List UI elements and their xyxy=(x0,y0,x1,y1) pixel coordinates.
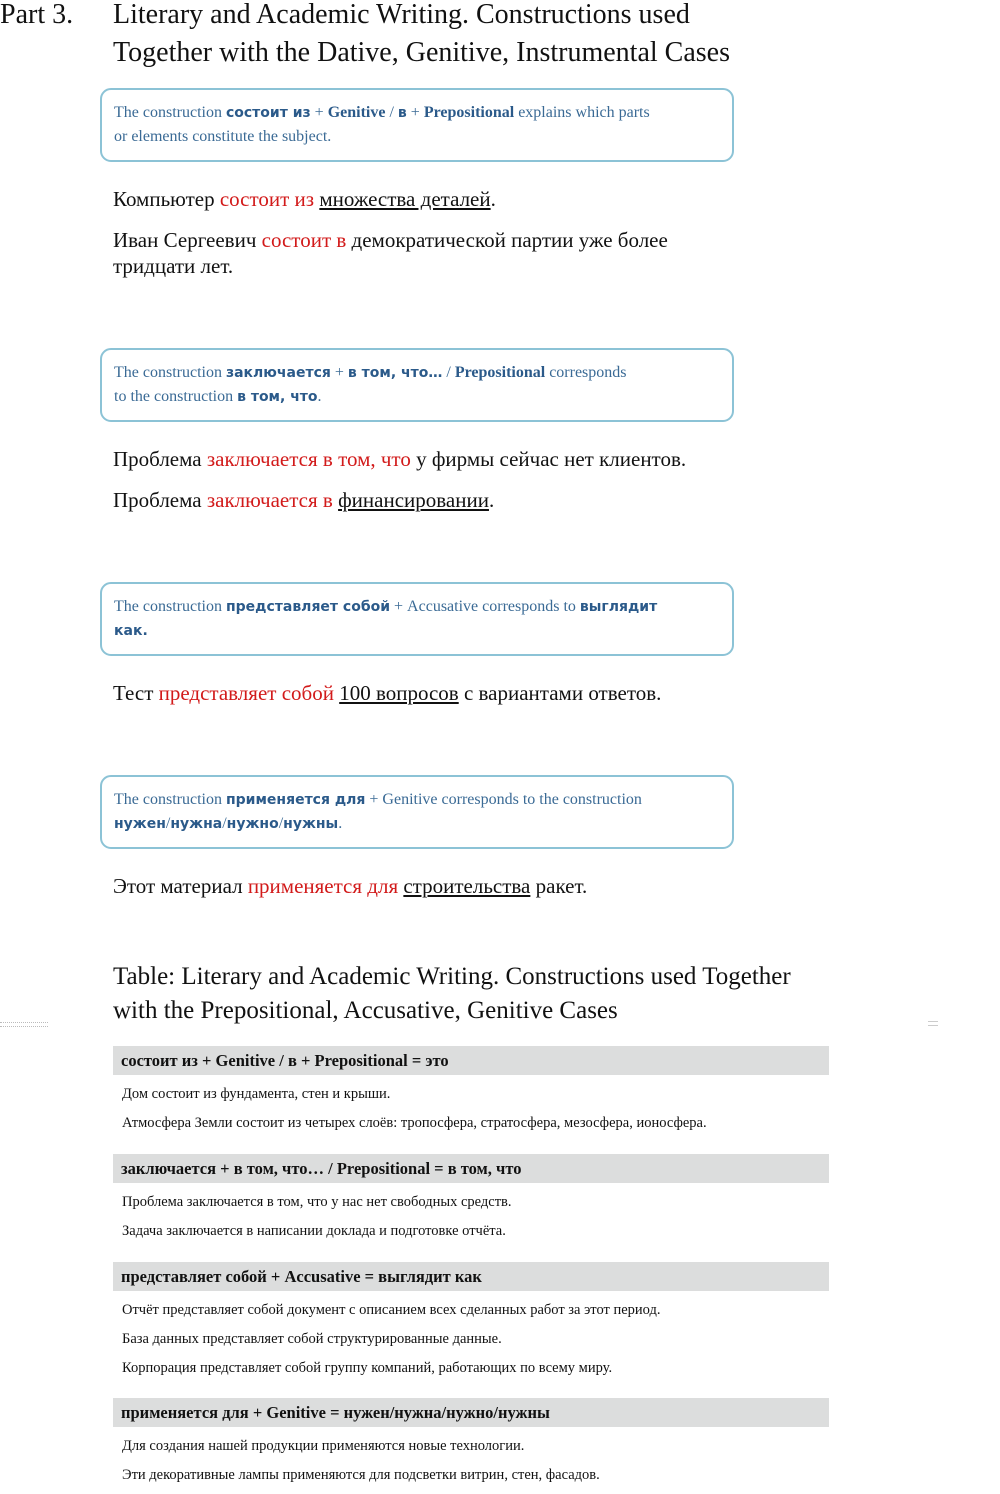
note-keyword: Prepositional xyxy=(423,104,515,121)
note-text: The construction xyxy=(114,791,226,808)
table-section-header: представляет собой + Accusative = выглядит как xyxy=(113,1262,829,1291)
table-section-header: состоит из + Genitive / в + Prepositional = это xyxy=(113,1046,829,1075)
example-construction: заключается в xyxy=(206,488,333,512)
note-keyword: как. xyxy=(114,623,148,639)
note-text: / xyxy=(165,815,171,832)
note-text: + xyxy=(406,104,424,121)
example-construction: представляет собой xyxy=(158,681,334,705)
example-text: Проблема xyxy=(113,488,207,512)
page-title-line-1: Literary and Academic Writing. Constructions used xyxy=(113,0,690,30)
page-break-marker xyxy=(0,1022,48,1027)
note-text: The construction xyxy=(114,364,226,381)
note-text: + xyxy=(330,364,348,381)
note-text: + Genitive corresponds to the construction xyxy=(365,791,642,808)
note-text: + Accusative corresponds to xyxy=(390,598,580,615)
page-title-line-2: Together with the Dative, Genitive, Instrumental Cases xyxy=(113,37,730,68)
example-text: демократической партии уже более xyxy=(346,228,668,252)
example-text: Компьютер xyxy=(113,187,220,211)
construction-note-primenyaetsya xyxy=(100,775,734,849)
example-sentence xyxy=(113,487,733,513)
note-keyword: нужен xyxy=(114,816,166,832)
note-keyword: выглядит xyxy=(579,599,658,615)
example-text: . xyxy=(488,488,495,512)
example-object: строительства xyxy=(403,874,531,898)
example-construction: состоит в xyxy=(261,228,347,252)
example-object: финансировании xyxy=(338,488,489,512)
example-text: Иван Сергеевич xyxy=(113,228,262,252)
note-keyword: в том, что… xyxy=(347,365,443,381)
example-sentence xyxy=(113,227,733,279)
note-text: The construction xyxy=(114,598,226,615)
note-text: to the construction xyxy=(114,388,238,405)
example-object: 100 вопросов xyxy=(339,681,459,705)
example-construction: применяется для xyxy=(247,874,399,898)
construction-note-predstavlyaet xyxy=(100,582,734,656)
table-row: Эти декоративные лампы применяются для подсветки витрин, стен, фасадов. xyxy=(122,1467,600,1483)
note-keyword: в xyxy=(397,105,407,121)
table-title-line-2: with the Prepositional, Accusative, Genitive Cases xyxy=(113,997,618,1024)
table-row: База данных представляет собой структурированные данные. xyxy=(122,1331,502,1347)
note-keyword: нужно xyxy=(226,816,279,832)
note-keyword: представляет собой xyxy=(225,599,391,615)
note-keyword: в том, что xyxy=(237,389,318,405)
example-text: с вариантами ответов. xyxy=(458,681,662,705)
note-text: . xyxy=(338,815,343,832)
table-title-line-1: Table: Literary and Academic Writing. Constructions used Together xyxy=(113,963,791,990)
part-label: Part 3. xyxy=(0,0,74,30)
example-sentence xyxy=(113,446,733,472)
note-text: . xyxy=(317,388,322,405)
table-row: Корпорация представляет собой группу компаний, работающих по всему миру. xyxy=(122,1360,613,1376)
note-text: / xyxy=(278,815,284,832)
note-keyword: заключается xyxy=(225,365,331,381)
example-text: у фирмы сейчас нет клиентов. xyxy=(410,447,687,471)
example-text: ракет. xyxy=(530,874,588,898)
note-text: or elements constitute the subject. xyxy=(114,128,332,145)
table-row: Отчёт представляет собой документ с описанием всех сделанных работ за этот период. xyxy=(122,1302,661,1318)
example-text: Проблема xyxy=(113,447,207,471)
example-sentence xyxy=(113,873,733,899)
example-construction: заключается в том, что xyxy=(206,447,411,471)
note-text: corresponds xyxy=(545,364,627,381)
note-text: explains which parts xyxy=(514,104,650,121)
table-row: Для создания нашей продукции применяются новые технологии. xyxy=(122,1438,525,1454)
example-object: множества деталей xyxy=(319,187,491,211)
table-row: Проблема заключается в том, что у нас нет свободных средств. xyxy=(122,1194,512,1210)
example-text: Тест xyxy=(113,681,159,705)
table-section-header: заключается + в том, что… / Prepositional = в том, что xyxy=(113,1154,829,1183)
table-row: Дом состоит из фундамента, стен и крыши. xyxy=(122,1086,391,1102)
note-text: / xyxy=(442,364,455,381)
note-text: + xyxy=(310,104,328,121)
note-keyword: применяется для xyxy=(225,792,366,808)
table-row: Атмосфера Земли состоит из четырех слоёв: тропосфера, стратосфера, мезосфера, ионосфера. xyxy=(122,1115,707,1131)
note-text: The construction xyxy=(114,104,226,121)
example-text: Этот материал xyxy=(113,874,248,898)
note-text: / xyxy=(385,104,398,121)
note-text: / xyxy=(222,815,227,832)
note-keyword: состоит из xyxy=(225,105,311,121)
construction-note-sostoit xyxy=(100,88,734,162)
example-construction: состоит из xyxy=(219,187,315,211)
construction-note-zaklyuchaetsya xyxy=(100,348,734,422)
table-title xyxy=(113,960,833,1028)
note-keyword: нужна xyxy=(170,816,223,832)
note-keyword: нужны xyxy=(283,816,339,832)
example-text: тридцати лет. xyxy=(113,254,234,278)
page-break-marker xyxy=(928,1021,938,1026)
note-keyword: Genitive xyxy=(327,104,386,121)
example-sentence xyxy=(113,680,733,706)
note-keyword: Prepositional xyxy=(454,364,546,381)
example-text: . xyxy=(490,187,496,211)
table-row: Задача заключается в написании доклада и подготовке отчёта. xyxy=(122,1223,506,1239)
page-title xyxy=(113,0,833,72)
table-section-header: применяется для + Genitive = нужен/нужна/нужно/нужны xyxy=(113,1398,829,1427)
example-sentence xyxy=(113,186,733,212)
